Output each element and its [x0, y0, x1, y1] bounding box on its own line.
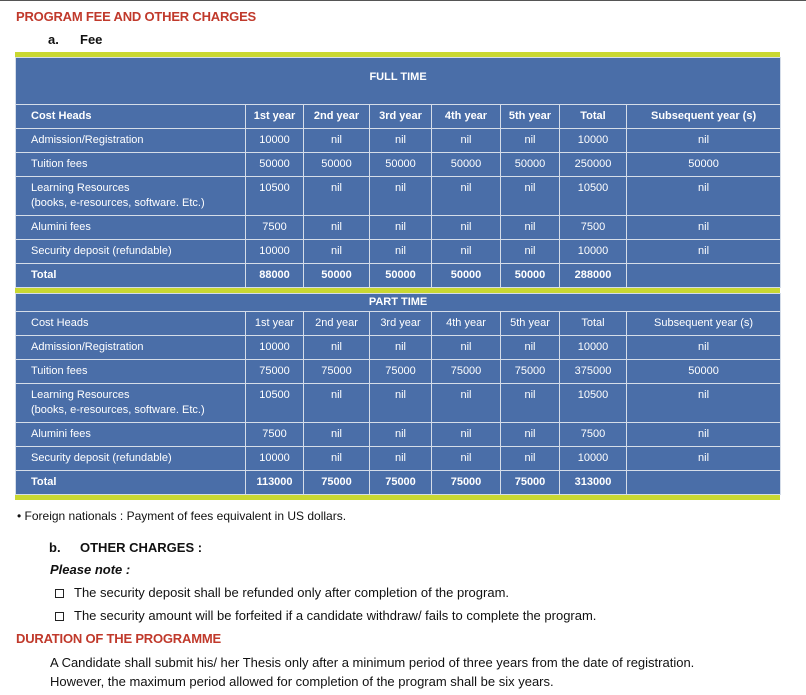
row-label: Alumini fees: [16, 423, 246, 447]
table-cell: 75000: [370, 471, 432, 495]
yellow-rule-bottom: [15, 495, 780, 500]
table-cell: nil: [627, 423, 781, 447]
table-row: [16, 360, 781, 384]
column-header: 1st year: [246, 312, 304, 336]
table-cell: 10500: [246, 384, 304, 423]
checkbox-icon: [55, 612, 64, 621]
table-cell: 75000: [246, 360, 304, 384]
full-time-title: FULL TIME: [369, 71, 427, 83]
row-label: Tuition fees: [16, 153, 246, 177]
table-cell: nil: [501, 129, 560, 153]
table-cell: 10000: [560, 336, 627, 360]
column-header: 4th year: [432, 105, 501, 129]
row-label: Total: [16, 264, 246, 288]
column-header: Cost Heads: [16, 105, 246, 129]
table-cell: nil: [370, 216, 432, 240]
other-charges-marker: b.: [49, 540, 61, 555]
table-cell: 75000: [304, 360, 370, 384]
row-label: Tuition fees: [16, 360, 246, 384]
row-label: Total: [16, 471, 246, 495]
table-cell: 10000: [560, 240, 627, 264]
part-time-header-row: [16, 312, 781, 336]
table-cell: nil: [432, 447, 501, 471]
duration-heading: DURATION OF THE PROGRAMME: [16, 631, 221, 646]
row-label-main: Learning Resources: [31, 389, 130, 401]
table-cell: nil: [432, 216, 501, 240]
table-cell: 10500: [560, 384, 627, 423]
table-cell: nil: [501, 240, 560, 264]
table-row: [16, 423, 781, 447]
table-cell: nil: [432, 384, 501, 423]
column-header: 5th year: [501, 312, 560, 336]
table-cell: nil: [370, 177, 432, 216]
table-cell: nil: [501, 423, 560, 447]
table-cell: nil: [501, 216, 560, 240]
table-cell: 7500: [246, 216, 304, 240]
please-note-label: Please note :: [50, 562, 131, 577]
note-text: The security deposit shall be refunded only after completion of the program.: [74, 585, 510, 600]
table-cell: 10000: [246, 240, 304, 264]
total-row: [16, 264, 781, 288]
duration-text-line2: However, the maximum period allowed for completion of the program shall be six years.: [50, 674, 554, 689]
table-cell: nil: [627, 129, 781, 153]
fee-table-block: [15, 52, 780, 500]
row-label-main: Learning Resources: [31, 182, 130, 194]
column-header: 2nd year: [304, 312, 370, 336]
row-label: Admission/Registration: [16, 129, 246, 153]
table-cell: 50000: [627, 153, 781, 177]
table-cell: nil: [370, 384, 432, 423]
table-row: [16, 216, 781, 240]
table-cell: 113000: [246, 471, 304, 495]
table-row: [16, 336, 781, 360]
table-cell: 75000: [370, 360, 432, 384]
row-label: [16, 177, 246, 216]
table-cell: 50000: [501, 153, 560, 177]
other-charges-title: OTHER CHARGES :: [80, 540, 203, 555]
column-header: Total: [560, 105, 627, 129]
full-time-title-row: [16, 58, 781, 105]
table-row: [16, 384, 781, 423]
table-cell: nil: [627, 447, 781, 471]
fee-section-marker: a.: [48, 32, 59, 47]
yellow-rule-top: [15, 52, 780, 57]
table-cell: nil: [370, 423, 432, 447]
table-cell: nil: [370, 129, 432, 153]
table-row: [16, 177, 781, 216]
table-row: [16, 240, 781, 264]
total-row: [16, 471, 781, 495]
table-cell: nil: [627, 336, 781, 360]
table-cell: nil: [304, 240, 370, 264]
row-label: [16, 384, 246, 423]
table-cell: nil: [501, 336, 560, 360]
table-cell: nil: [501, 177, 560, 216]
note-text: The security amount will be forfeited if a candidate withdraw/ fails to complete the program.: [74, 608, 597, 623]
table-cell: nil: [432, 336, 501, 360]
table-cell: nil: [370, 240, 432, 264]
list-item: [55, 608, 596, 623]
table-cell: 50000: [246, 153, 304, 177]
table-cell: 7500: [246, 423, 304, 447]
table-cell: nil: [627, 240, 781, 264]
table-cell: nil: [370, 336, 432, 360]
table-cell: 10500: [246, 177, 304, 216]
duration-text-line1: A Candidate shall submit his/ her Thesis only after a minimum period of three years from the date of registration.: [50, 655, 695, 670]
table-cell: nil: [432, 177, 501, 216]
column-header: 1st year: [246, 105, 304, 129]
list-item: [55, 585, 509, 600]
page-heading: PROGRAM FEE AND OTHER CHARGES: [16, 9, 257, 24]
table-cell: 10000: [560, 447, 627, 471]
full-time-header-row: [16, 105, 781, 129]
column-header: Subsequent year (s): [627, 312, 781, 336]
table-cell: 50000: [501, 264, 560, 288]
column-header: Total: [560, 312, 627, 336]
checkbox-icon: [55, 589, 64, 598]
table-cell: 10500: [560, 177, 627, 216]
column-header: 3rd year: [370, 312, 432, 336]
table-cell: nil: [432, 423, 501, 447]
table-cell: [627, 264, 781, 288]
table-cell: nil: [304, 423, 370, 447]
table-cell: 88000: [246, 264, 304, 288]
table-cell: 50000: [432, 153, 501, 177]
table-cell: 250000: [560, 153, 627, 177]
fee-table: [15, 57, 781, 288]
table-cell: 7500: [560, 216, 627, 240]
foreign-nationals-note: • Foreign nationals : Payment of fees equivalent in US dollars.: [17, 509, 347, 523]
row-label: Admission/Registration: [16, 336, 246, 360]
table-cell: 10000: [246, 336, 304, 360]
column-header: 2nd year: [304, 105, 370, 129]
part-time-table: [15, 293, 781, 495]
table-row: [16, 129, 781, 153]
table-cell: nil: [501, 447, 560, 471]
table-cell: nil: [501, 384, 560, 423]
table-cell: 10000: [246, 129, 304, 153]
top-rule: [0, 0, 806, 1]
table-cell: nil: [304, 129, 370, 153]
table-cell: 50000: [627, 360, 781, 384]
table-cell: nil: [304, 384, 370, 423]
column-header: 4th year: [432, 312, 501, 336]
table-cell: nil: [304, 447, 370, 471]
part-time-title-row: [16, 294, 781, 312]
table-cell: nil: [627, 384, 781, 423]
table-row: [16, 447, 781, 471]
table-cell: nil: [304, 336, 370, 360]
table-cell: [627, 471, 781, 495]
table-cell: nil: [304, 216, 370, 240]
fee-section-title: Fee: [80, 32, 103, 47]
table-cell: 75000: [501, 471, 560, 495]
table-cell: 313000: [560, 471, 627, 495]
table-cell: 50000: [370, 153, 432, 177]
part-time-title: PART TIME: [16, 294, 781, 312]
table-cell: 10000: [560, 129, 627, 153]
table-cell: nil: [432, 240, 501, 264]
table-row: [16, 153, 781, 177]
table-cell: nil: [627, 216, 781, 240]
column-header: 3rd year: [370, 105, 432, 129]
table-cell: nil: [370, 447, 432, 471]
table-cell: nil: [304, 177, 370, 216]
row-label: Security deposit (refundable): [16, 240, 246, 264]
row-label: Security deposit (refundable): [16, 447, 246, 471]
row-label-sub: (books, e-resources, software. Etc.): [31, 404, 205, 416]
table-cell: 50000: [304, 153, 370, 177]
table-cell: 375000: [560, 360, 627, 384]
table-cell: nil: [627, 177, 781, 216]
row-label-sub: (books, e-resources, software. Etc.): [31, 197, 205, 209]
table-cell: 75000: [432, 360, 501, 384]
table-cell: 50000: [432, 264, 501, 288]
table-cell: 75000: [501, 360, 560, 384]
table-cell: 50000: [304, 264, 370, 288]
row-label: Alumini fees: [16, 216, 246, 240]
table-cell: 7500: [560, 423, 627, 447]
table-cell: 75000: [432, 471, 501, 495]
column-header: Subsequent year (s): [627, 105, 781, 129]
column-header: Cost Heads: [16, 312, 246, 336]
table-cell: 75000: [304, 471, 370, 495]
table-cell: 50000: [370, 264, 432, 288]
table-cell: nil: [432, 129, 501, 153]
table-cell: 10000: [246, 447, 304, 471]
table-cell: 288000: [560, 264, 627, 288]
column-header: 5th year: [501, 105, 560, 129]
